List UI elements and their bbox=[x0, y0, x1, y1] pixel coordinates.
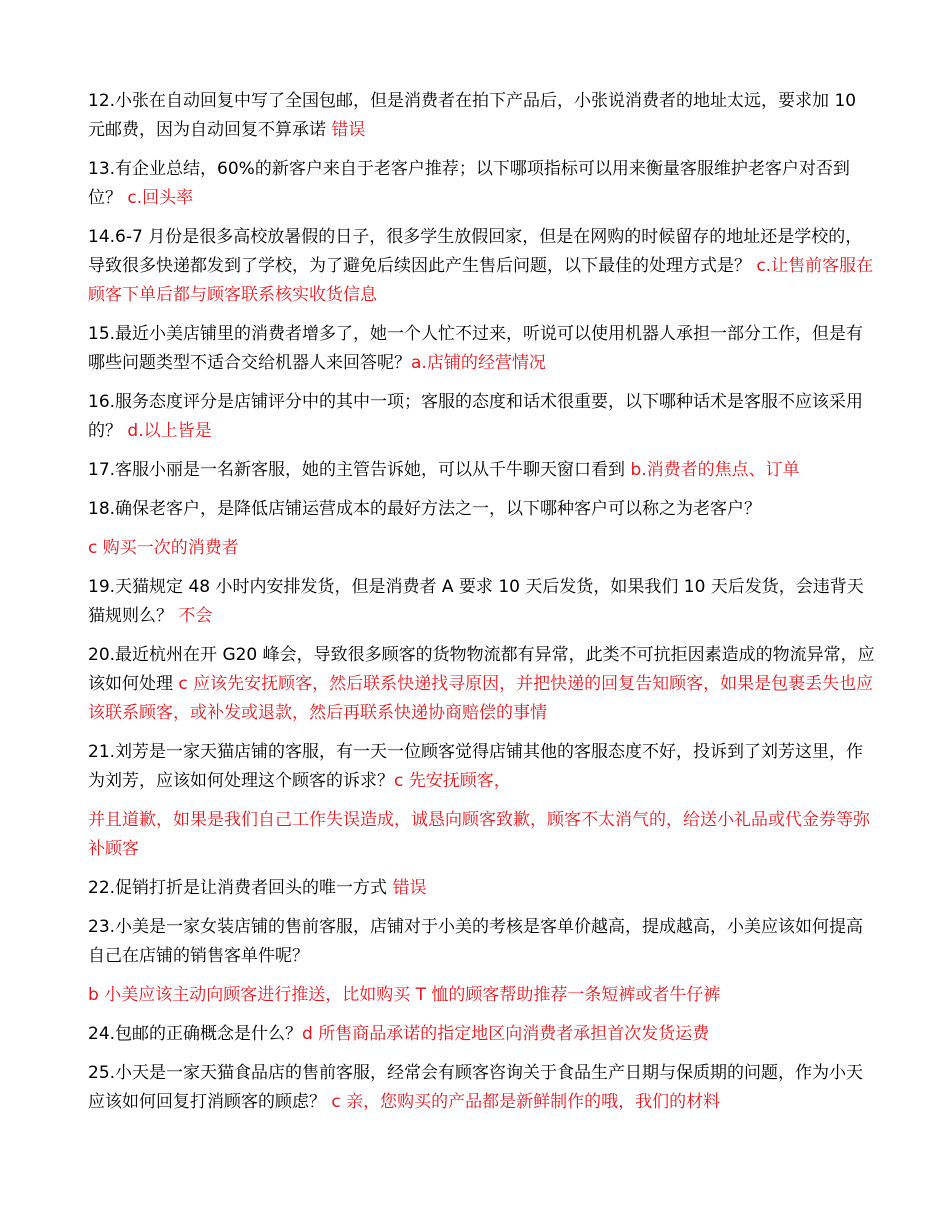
answer-text: c 购买一次的消费者 bbox=[88, 538, 239, 558]
answer-18 bbox=[88, 534, 876, 563]
question-16 bbox=[88, 388, 876, 446]
answer-text: 并且道歉，如果是我们自己工作失误造成，诚恳向顾客致歉，顾客不太消气的，给送小礼品或代金券等弥补顾客 bbox=[88, 810, 870, 859]
question-text: 22.促销打折是让消费者回头的唯一方式 bbox=[88, 878, 388, 898]
answer-text: c.回头率 bbox=[122, 188, 194, 208]
question-text: 16.服务态度评分是店铺评分中的其中一项；客服的态度和话术很重要，以下哪种话术是客服不应该采用的？ bbox=[88, 392, 864, 441]
question-text: 18.确保老客户，是降低店铺运营成本的最好方法之一，以下哪种客户可以称之为老客户？ bbox=[88, 499, 762, 519]
answer-text: c 亲，您购买的产品都是新鲜制作的哦，我们的材料 bbox=[326, 1092, 721, 1112]
question-text: 13.有企业总结，60%的新客户来自于老客户推荐；以下哪项指标可以用来衡量客服维护老客户对否到位？ bbox=[88, 159, 850, 208]
answer-23 bbox=[88, 981, 876, 1010]
answer-text: 错误 bbox=[326, 120, 366, 140]
question-text: 14.6-7 月份是很多高校放暑假的日子，很多学生放假回家，但是在网购的时候留存的地址还是学校的，导致很多快递都发到了学校，为了避免后续因此产生售后问题，以下最佳的处理方式是？ bbox=[88, 227, 863, 276]
answer-text: b 小美应该主动向顾客进行推送，比如购买 T 恤的顾客帮助推荐一条短裤或者牛仔裤 bbox=[88, 985, 721, 1005]
question-24 bbox=[88, 1020, 876, 1049]
question-text: 24.包邮的正确概念是什么？ bbox=[88, 1024, 303, 1044]
document-page bbox=[88, 87, 876, 1127]
question-21 bbox=[88, 738, 876, 796]
question-14 bbox=[88, 223, 876, 310]
question-text: 21.刘芳是一家天猫店铺的客服，有一天一位顾客觉得店铺其他的客服态度不好，投诉到了刘芳这里，作为刘芳，应该如何处理这个顾客的诉求？ bbox=[88, 742, 864, 791]
question-15 bbox=[88, 320, 876, 378]
answer-text: d 所售商品承诺的指定地区向消费者承担首次发货运费 bbox=[302, 1024, 710, 1044]
answer-text: a.店铺的经营情况 bbox=[411, 353, 546, 373]
question-text: 17.客服小丽是一名新客服，她的主管告诉她，可以从千牛聊天窗口看到 bbox=[88, 460, 626, 480]
answer-text: c 应该先安抚顾客，然后联系快递找寻原因，并把快递的回复告知顾客，如果是包裹丢失也应该联系顾客，或补发或退款，然后再联系快递协商赔偿的事情 bbox=[88, 674, 874, 723]
question-25 bbox=[88, 1059, 876, 1117]
question-19 bbox=[88, 573, 876, 631]
question-text: 25.小天是一家天猫食品店的售前客服，经常会有顾客咨询关于食品生产日期与保质期的问题，作为小天应该如何回复打消顾客的顾虑？ bbox=[88, 1063, 864, 1112]
question-18 bbox=[88, 495, 876, 524]
answer-text: 错误 bbox=[387, 878, 427, 898]
question-23 bbox=[88, 913, 876, 971]
question-text: 19.天猫规定 48 小时内安排发货，但是消费者 A 要求 10 天后发货，如果我们 10 天后发货，会违背天猫规则么？ bbox=[88, 577, 864, 626]
question-text: 20.最近杭州在开 G20 峰会，导致很多顾客的货物物流都有异常，此类不可抗拒因素造成的物流异常，应该如何处理 bbox=[88, 645, 875, 694]
answer-text: b.消费者的焦点、订单 bbox=[625, 460, 800, 480]
answer-text: c 先安抚顾客， bbox=[394, 771, 511, 791]
question-13 bbox=[88, 155, 876, 213]
answer-21-continued bbox=[88, 806, 876, 864]
question-text: 12.小张在自动回复中写了全国包邮，但是消费者在拍下产品后，小张说消费者的地址太远，要求加 10 元邮费，因为自动回复不算承诺 bbox=[88, 91, 857, 140]
question-text: 23.小美是一家女装店铺的售前客服，店铺对于小美的考核是客单价越高，提成越高，小美应该如何提高自己在店铺的销售客单件呢？ bbox=[88, 917, 864, 966]
question-17 bbox=[88, 456, 876, 485]
answer-text: c.让售前客服在顾客下单后都与顾客联系核实收货信息 bbox=[88, 256, 874, 305]
question-20 bbox=[88, 641, 876, 728]
answer-text: d.以上皆是 bbox=[122, 421, 212, 441]
question-text: 15.最近小美店铺里的消费者增多了，她一个人忙不过来，听说可以使用机器人承担一部分工作，但是有哪些问题类型不适合交给机器人来回答呢？ bbox=[88, 324, 864, 373]
question-12 bbox=[88, 87, 876, 145]
answer-text: 不会 bbox=[173, 606, 213, 626]
question-22 bbox=[88, 874, 876, 903]
